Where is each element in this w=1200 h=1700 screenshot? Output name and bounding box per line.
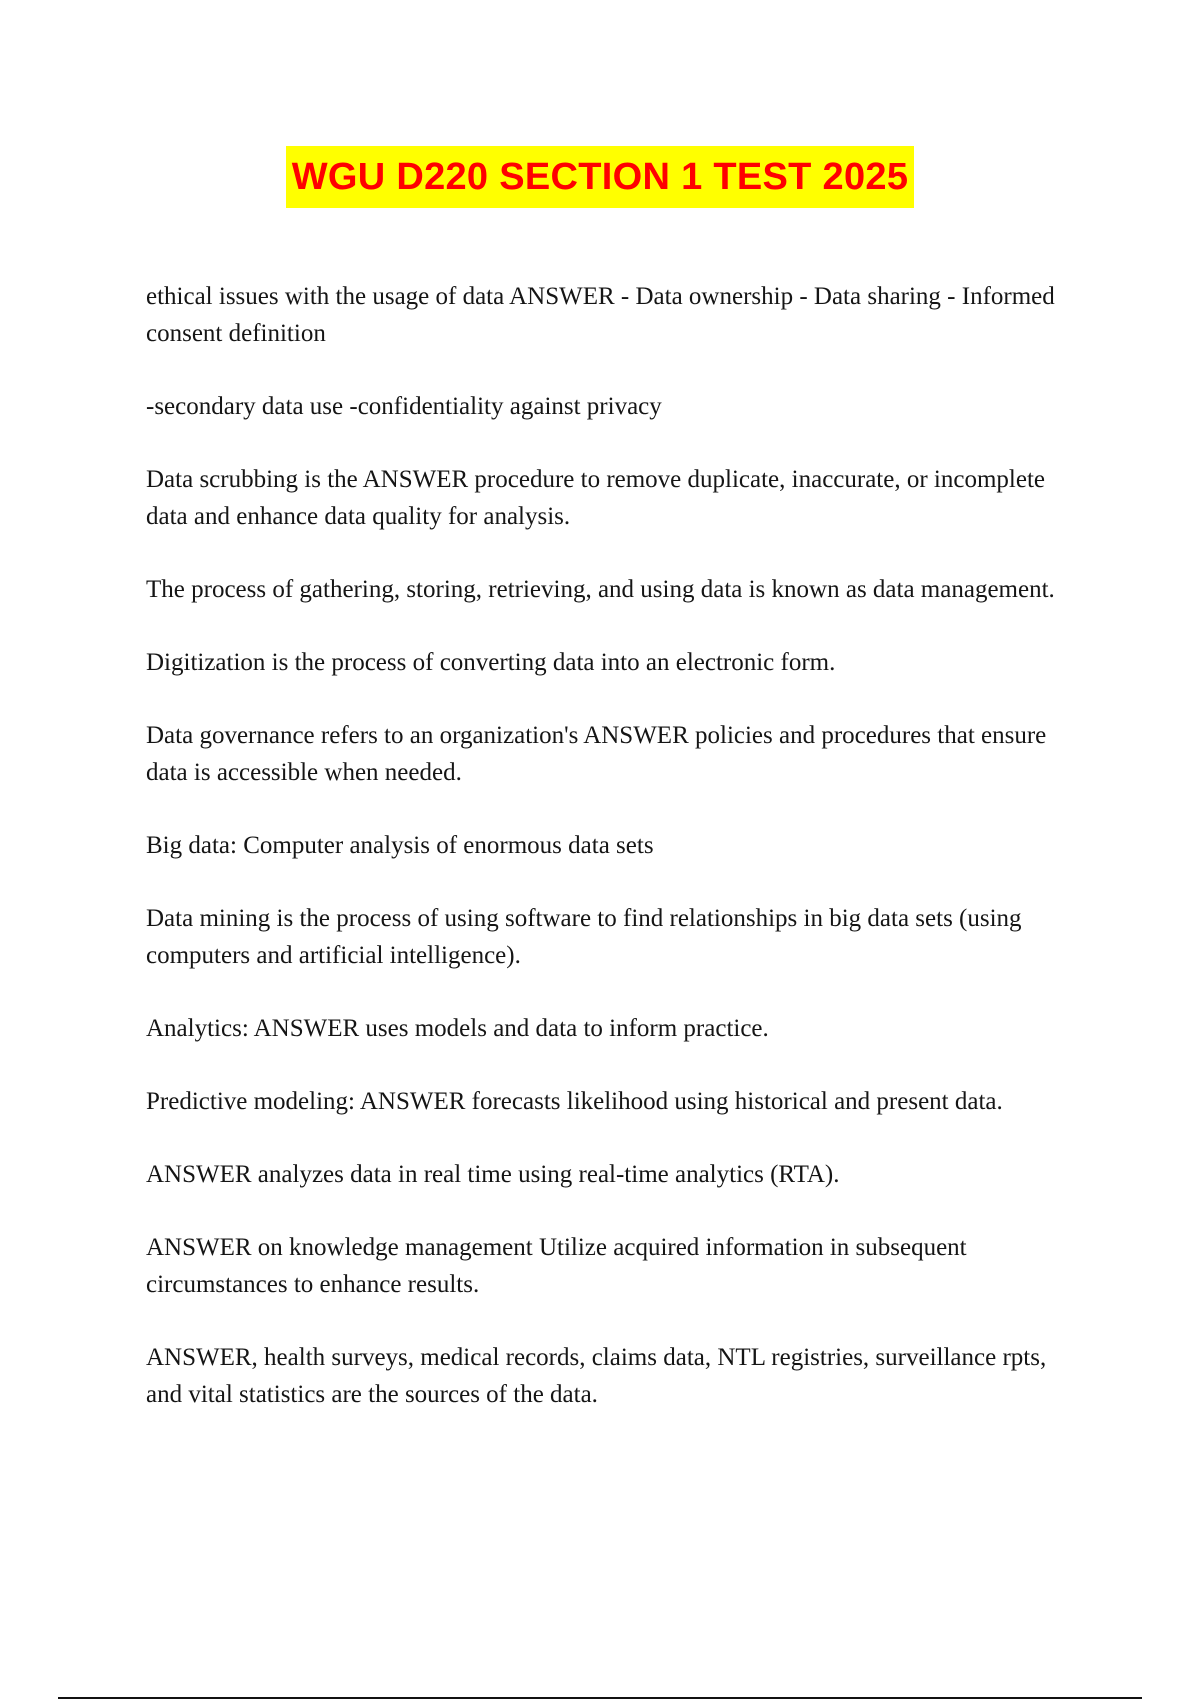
footer-divider	[58, 1697, 1142, 1699]
paragraph-data-sources: ANSWER, health surveys, medical records, claims data, NTL registries, surveillance rpts, and vital statistics are the sources of the data.	[146, 1344, 1047, 1408]
paragraph-big-data: Big data: Computer analysis of enormous data sets	[146, 832, 654, 859]
paragraph-real-time-analytics: ANSWER analyzes data in real time using real-time analytics (RTA).	[146, 1161, 840, 1188]
document-body	[146, 278, 1066, 1449]
paragraph-data-scrubbing: Data scrubbing is the ANSWER procedure to remove duplicate, inaccurate, or incomplete data and enhance data quality for analysis.	[146, 466, 1045, 530]
paragraph-ethical-issues: ethical issues with the usage of data ANSWER - Data ownership - Data sharing - Informed consent definition	[146, 283, 1055, 347]
paragraph-secondary-data-use: -secondary data use -confidentiality against privacy	[146, 393, 662, 420]
paragraph-knowledge-management: ANSWER on knowledge management Utilize acquired information in subsequent circumstances to enhance results.	[146, 1234, 967, 1298]
paragraph-data-governance: Data governance refers to an organization's ANSWER policies and procedures that ensure data is accessible when needed.	[146, 722, 1047, 786]
paragraph-digitization: Digitization is the process of converting data into an electronic form.	[146, 649, 836, 676]
paragraph-predictive-modeling: Predictive modeling: ANSWER forecasts likelihood using historical and present data.	[146, 1088, 1003, 1115]
paragraph-data-management: The process of gathering, storing, retrieving, and using data is known as data management.	[146, 576, 1055, 603]
document-title: WGU D220 SECTION 1 TEST 2025	[286, 146, 915, 208]
paragraph-analytics: Analytics: ANSWER uses models and data to inform practice.	[146, 1015, 769, 1042]
paragraph-data-mining: Data mining is the process of using software to find relationships in big data sets (using computers and artificial intelligence).	[146, 905, 1022, 969]
title-container	[0, 146, 1200, 208]
